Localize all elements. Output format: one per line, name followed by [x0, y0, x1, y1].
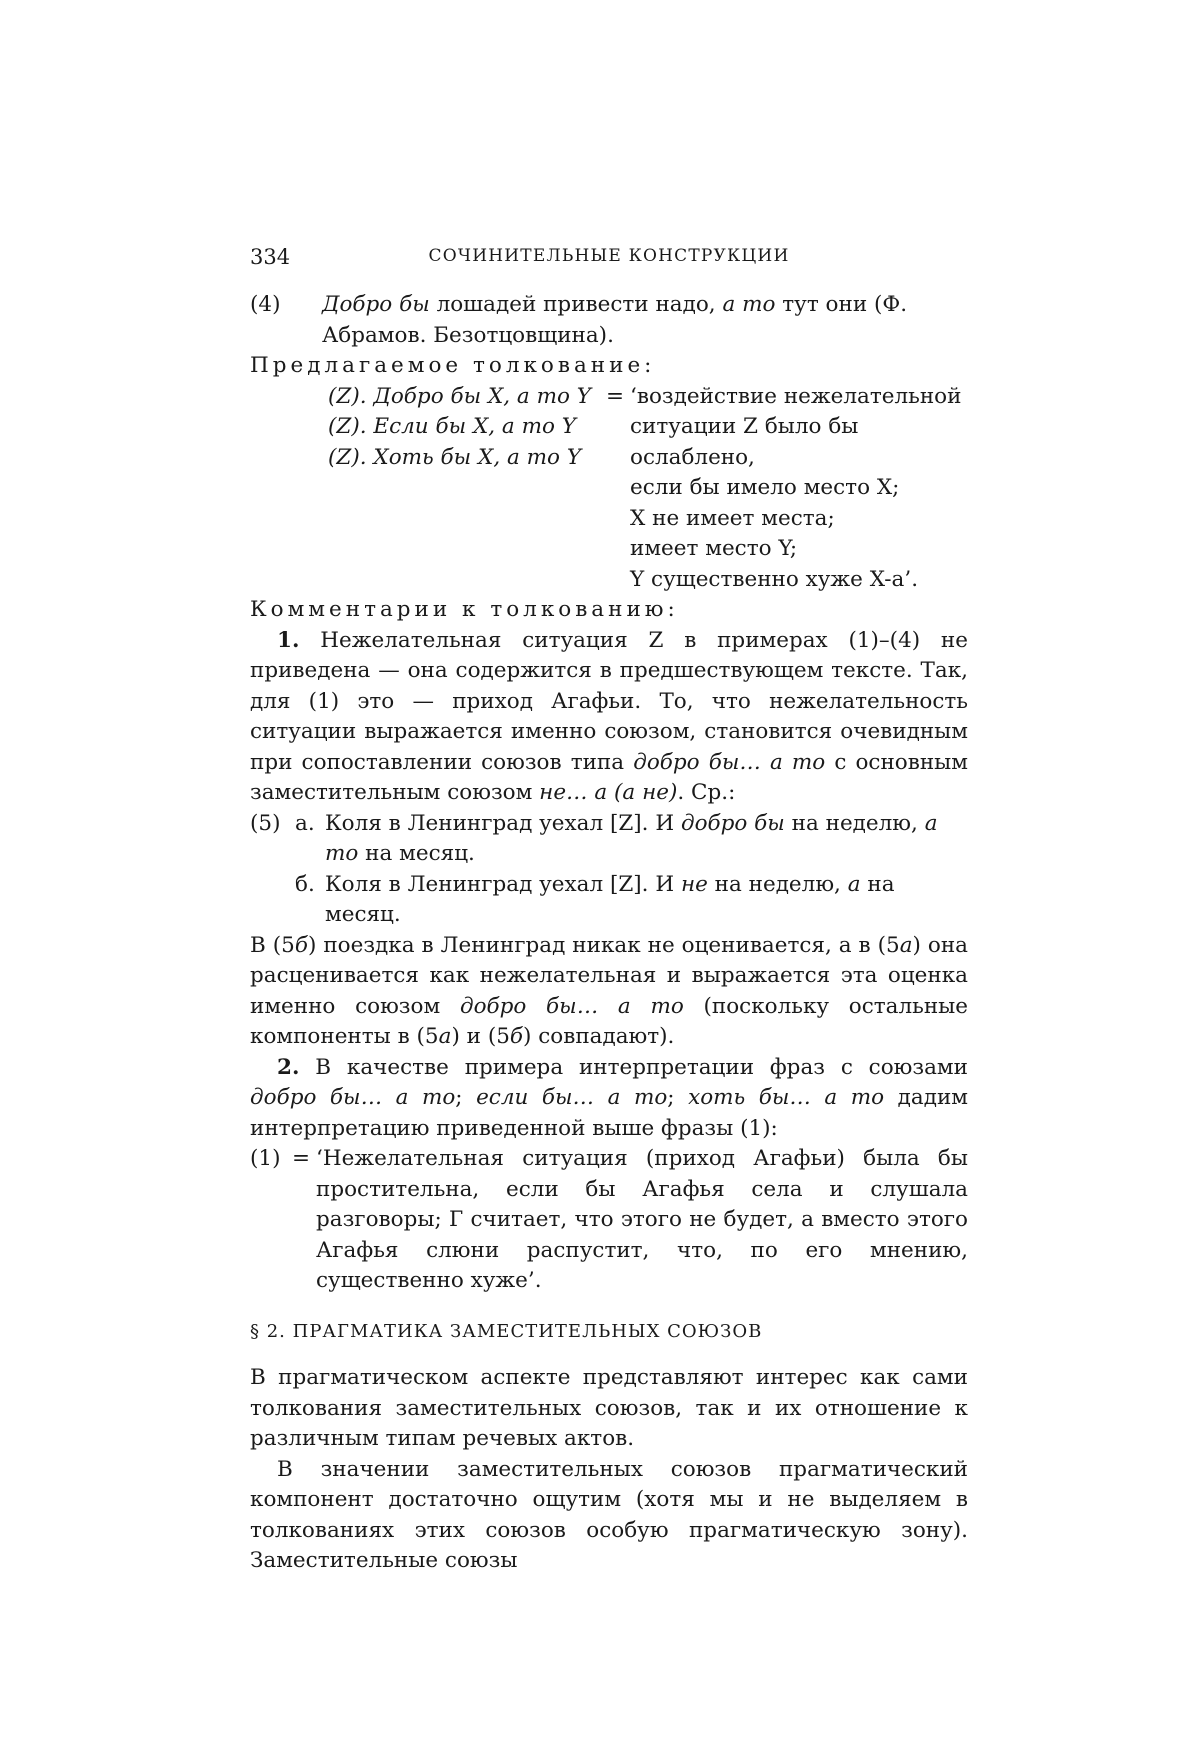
example-letter: б. — [295, 871, 315, 897]
interpretation-text: ‘Нежелательная ситуация (приход Агафьи) была бы простительна, если бы Агафья села и слушала разговоры; Г считает, что этого не будет, а вместо этого Агафья слюни распустит, что, по его мнению, существенно хуже’. — [316, 1146, 968, 1293]
comment-2: 2. В качестве примера интерпретации фраз с союзами добро бы… а то; если бы… а то; хоть бы… а то дадим интерпретацию приведенной выше фразы (1): — [250, 1054, 969, 1141]
example-text: Коля в Ленинград уехал [Z]. И добро бы на неделю, а то на месяц. — [325, 810, 938, 866]
comments-heading: Комментарии к толкованию: — [250, 597, 679, 622]
section-paragraph-1: В прагматическом аспекте представляют интерес как сами толкования заместительных союзов, так и их отношение к различным типам речевых актов. — [250, 1365, 968, 1451]
example-letter: а. — [295, 810, 315, 836]
example-number: (5) — [250, 810, 281, 836]
interpretation-1 — [250, 1144, 968, 1297]
example-4 — [250, 290, 968, 351]
comment-1: 1. Нежелательная ситуация Z в примерах (1)–(4) не приведена — она содержится в предшествующем тексте. Так, для (1) это — приход Агафьи. То, что нежелательность ситуации выражается именно союзом, становится очевидным при сопоставлении союзов типа добро бы… а то с основным заместительным союзом не… а (а не). Ср.: — [250, 627, 969, 805]
example-5a — [250, 809, 968, 870]
tolkovanie-equals: = — [606, 383, 625, 409]
example-5b — [250, 870, 968, 931]
running-head: СОЧИНИТЕЛЬНЫЕ КОНСТРУКЦИИ — [428, 246, 790, 266]
page-body — [250, 290, 968, 1577]
example-text: Коля в Ленинград уехал [Z]. И не на неделю, а на месяц. — [325, 871, 895, 927]
tolkovanie-left-column: (Z). Добро бы X, а то Y (Z). Если бы X, а то Y (Z). Хоть бы X, а то Y — [328, 383, 591, 470]
page-number: 334 — [250, 245, 291, 269]
example-text: Добро бы лошадей привести надо, а то тут они (Ф. Абрамов. Безотцовщина). — [322, 292, 908, 348]
interpretation-equals: = — [292, 1146, 311, 1171]
example-number: (1) — [250, 1146, 281, 1171]
section-heading: § 2. ПРАГМАТИКА ЗАМЕСТИТЕЛЬНЫХ СОЮЗОВ — [250, 1320, 763, 1342]
example-number: (4) — [250, 292, 281, 317]
tolkovanie-block — [328, 382, 968, 596]
paragraph-example-5: В (5б) поездка в Ленинград никак не оценивается, а в (5а) она расценивается как нежелательная и выражается эта оценка именно союзом добро бы… а то (поскольку остальные компоненты в (5а) и (5б) совпадают). — [250, 932, 969, 1049]
page-header — [250, 245, 968, 275]
section-paragraph-2: В значении заместительных союзов прагматический компонент достаточно ощутим (хотя мы и не выделяем в толкованиях этих союзов особую прагматическую зону). Заместительные союзы — [250, 1456, 968, 1573]
tolkovanie-right-column: ‘воздействие нежелательной ситуации Z было бы ослаблено, если бы имело место X; X не имеет места; имеет место Y; Y существенно хуже X-а’. — [630, 383, 962, 592]
tolkovanie-heading: Предлагаемое толкование: — [250, 353, 656, 378]
